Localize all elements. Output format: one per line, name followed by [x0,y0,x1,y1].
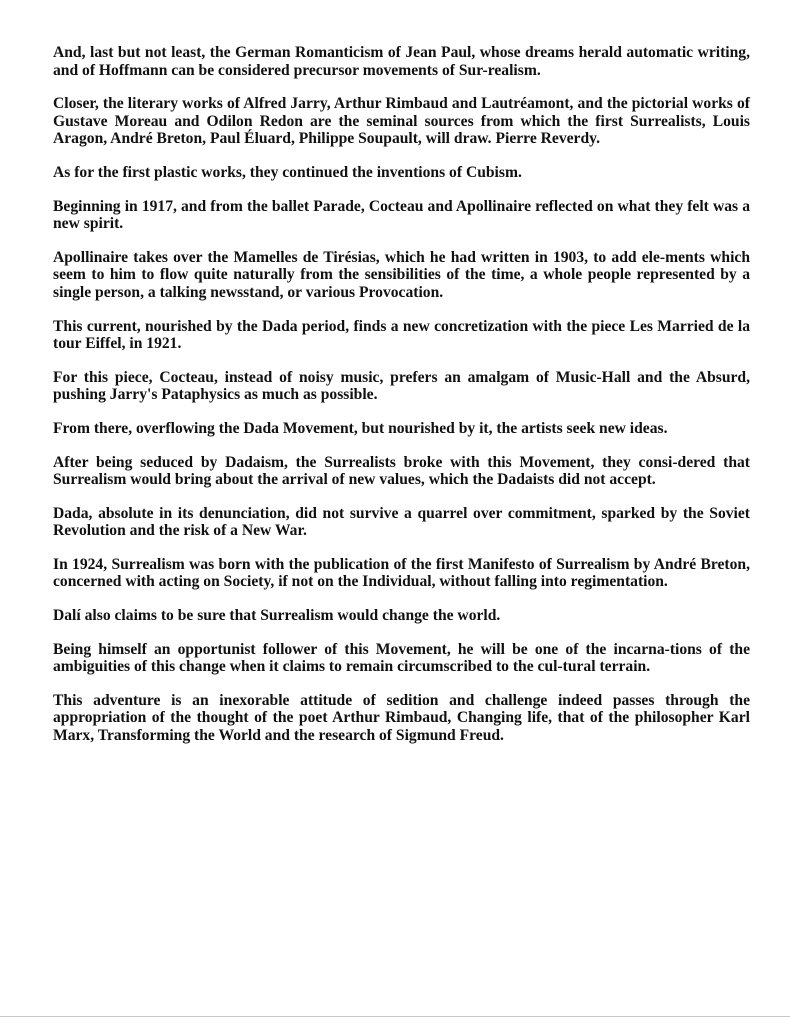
paragraph-dada-denunciation: Dada, absolute in its denunciation, did not survive a quarrel over commitment, sparked by the Soviet Revolution and the risk of a New War. [53,504,750,540]
bottom-edge-line [0,1016,790,1017]
paragraph-cocteau: For this piece, Cocteau, instead of noisy music, prefers an amalgam of Music-Hall and the Absurd, pushing Jarry's Pataphysics as much as possible. [53,368,750,404]
paragraph-opportunist: Being himself an opportunist follower of this Movement, he will be one of the incarna-tions of the ambiguities of this change when it claims to remain circumscribed to the cul-tural terrain. [53,640,750,676]
paragraph-plastic-works: As for the first plastic works, they continued the inventions of Cubism. [53,163,522,181]
paragraph-literary-sources: Closer, the literary works of Alfred Jarry, Arthur Rimbaud and Lautréamont, and the pictorial works of Gustave Moreau and Odilon Redon are the seminal sources from which the first Surrealists, Louis Aragon, André Breton, Paul Éluard, Philippe Soupault, will draw. Pierre Reverdy. [53,95,750,148]
paragraph-adventure: This adventure is an inexorable attitude of sedition and challenge indeed passes through the appropriation of the thought of the poet Arthur Rimbaud, Changing life, that of the philosopher Karl Marx, Transforming the World and the research of Sigmund Freud. [53,691,750,745]
paragraph-dali-claims: Dalí also claims to be sure that Surrealism would change the world. [53,607,501,625]
paragraph-apollinaire: Apollinaire takes over the Mamelles de Tirésias, which he had written in 1903, to add ele-ments which seem to him to flow quite naturally from the sensibilities of the time, a whole people represented by a single person, a talking newsstand, or various Provocation. [53,248,750,301]
paragraph-break-with-dada: After being seduced by Dadaism, the Surrealists broke with this Movement, they consi-dered that Surrealism would bring about the arrival of new values, which the Dadaists did not accept. [53,453,750,489]
paragraph-romanticism: And, last but not least, the German Romanticism of Jean Paul, whose dreams herald automatic writing, and of Hoffmann can be considered precursor movements of Sur-realism. [53,44,750,79]
paragraph-ballet-parade: Beginning in 1917, and from the ballet Parade, Cocteau and Apollinaire reflected on what they felt was a new spirit. [53,197,750,233]
paragraph-new-ideas: From there, overflowing the Dada Movement, but nourished by it, the artists seek new ideas. [53,419,668,437]
paragraph-dada-current: This current, nourished by the Dada period, finds a new concretization with the piece Les Married de la tour Eiffel, in 1921. [53,317,750,353]
paragraph-manifesto-1924: In 1924, Surrealism was born with the publication of the first Manifesto of Surrealism by André Breton, concerned with acting on Society, if not on the Individual, without falling into regimentation. [53,555,750,591]
document-body [53,44,750,761]
